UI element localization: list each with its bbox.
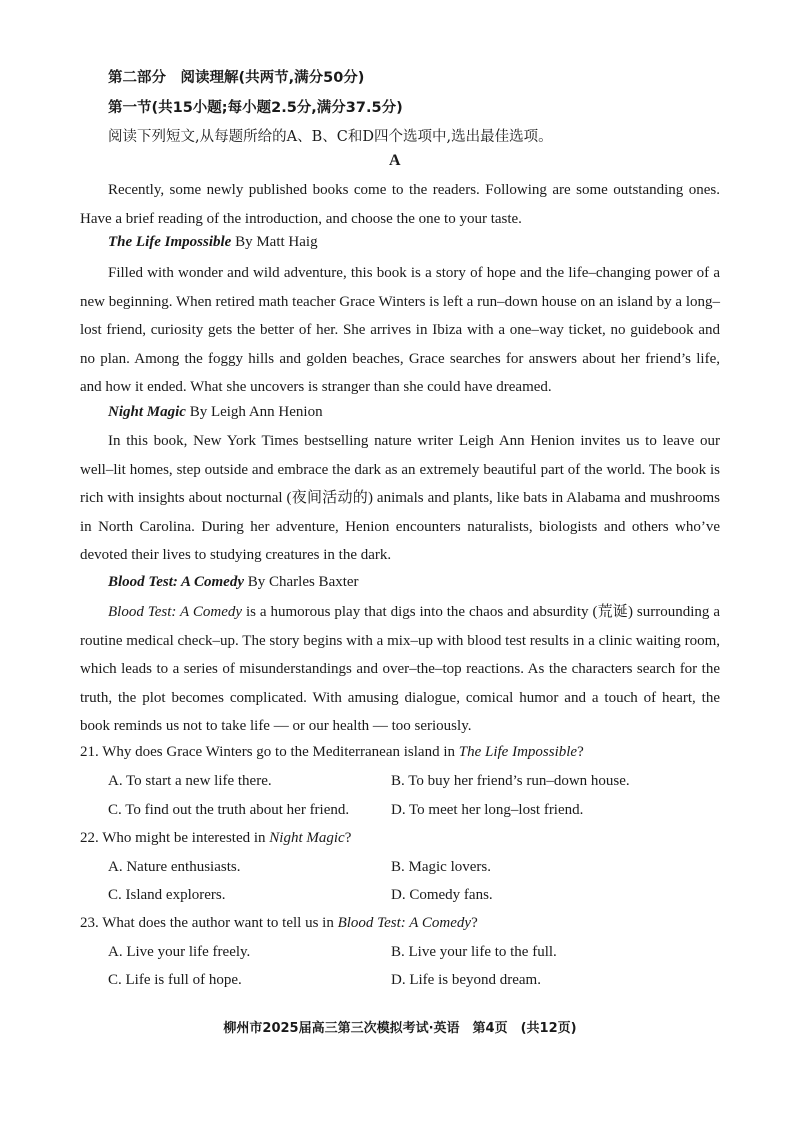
- book-title: Blood Test: A Comedy: [108, 574, 244, 590]
- page-footer: 柳州市2025届高三第三次模拟考试·英语 第4页 (共12页): [223, 1021, 577, 1036]
- option-a[interactable]: A. To start a new life there.: [108, 773, 272, 789]
- question-stem-text: 23. What does the author want to tell us in: [80, 915, 338, 931]
- question-stem-title: Blood Test: A Comedy: [337, 915, 472, 931]
- option-a[interactable]: A. Live your life freely.: [108, 944, 251, 960]
- question-stem-text: 22. Who might be interested in: [80, 830, 270, 846]
- book-description: [80, 598, 720, 741]
- part-heading: 第二部分 阅读理解(共两节,满分50分): [108, 70, 365, 86]
- instruction-text: 阅读下列短文,从每题所给的A、B、C和D四个选项中,选出最佳选项。: [108, 129, 553, 145]
- option-d[interactable]: D. Comedy fans.: [391, 887, 493, 903]
- book-author: By Leigh Ann Henion: [189, 404, 323, 420]
- question-stem: [80, 830, 351, 847]
- book-title-line: [108, 574, 359, 591]
- question-stem: [80, 915, 478, 932]
- book-title-line: [108, 234, 318, 251]
- question-stem: [80, 744, 584, 761]
- question-stem-text: 21. Why does Grace Winters go to the Mediterranean island in: [80, 744, 459, 760]
- book-author: By Charles Baxter: [247, 574, 359, 590]
- section-heading: 第一节(共15小题;每小题2.5分,满分37.5分): [108, 100, 403, 116]
- question-stem-end: ?: [577, 744, 584, 760]
- book-description-title: Blood Test: A Comedy: [108, 604, 243, 620]
- question-stem-title: The Life Impossible: [458, 744, 578, 760]
- book-title: The Life Impossible: [108, 234, 232, 250]
- option-d[interactable]: D. To meet her long–lost friend.: [391, 802, 584, 818]
- option-a[interactable]: A. Nature enthusiasts.: [108, 859, 241, 875]
- passage-intro: Recently, some newly published books come to the readers. Following are some outstanding ones. Have a brief reading of the introduction, and choose the one to your taste.: [80, 182, 720, 227]
- question-stem-title: Night Magic: [269, 830, 345, 846]
- question-stem-end: ?: [344, 830, 352, 846]
- book-title-line: [108, 404, 323, 421]
- book-description: In this book, New York Times bestselling nature writer Leigh Ann Henion invites us to leave our well–lit homes, step outside and embrace the dark as an extremely beautiful part of the world. The book is rich with insights about nocturnal (夜间活动的) animals and plants, like bats in Alabama and mushrooms in North Carolina. During her adventure, Henion encounters naturalists, biologists and others who’ve devoted their lives to studying creatures in the dark.: [80, 433, 720, 564]
- book-description-body: is a humorous play that digs into the chaos and absurdity (荒诞) surrounding a routine medical check–up. The story begins with a mix–up with blood test results in a clinic waiting room, which leads to a series of misunderstandings and over–the–top reactions. As the characters search for the truth, the plot becomes complicated. With amusing dialogue, comical humor and a touch of heart, the book reminds us not to take life — or our health — too seriously.: [80, 604, 720, 735]
- option-c[interactable]: C. To find out the truth about her friend.: [108, 802, 350, 818]
- question-stem-end: ?: [471, 915, 478, 931]
- option-c[interactable]: C. Island explorers.: [108, 887, 226, 903]
- option-c[interactable]: C. Life is full of hope.: [108, 972, 242, 988]
- option-d[interactable]: D. Life is beyond dream.: [391, 972, 541, 988]
- book-description: Filled with wonder and wild adventure, this book is a story of hope and the life–changing power of a new beginning. When retired math teacher Grace Winters is left a run–down house on an island by a long–lost friend, curiosity gets the better of her. She arrives in Ibiza with a one–way ticket, no guidebook and no plan. Among the foggy hills and golden beaches, Grace searches for answers about her friend’s life, and how it ended. What she uncovers is stranger than she could have dreamed.: [80, 265, 720, 396]
- option-b[interactable]: B. To buy her friend’s run–down house.: [391, 773, 630, 789]
- option-b[interactable]: B. Live your life to the full.: [391, 944, 557, 960]
- passage-label: A: [389, 152, 401, 169]
- book-title: Night Magic: [108, 404, 186, 420]
- option-b[interactable]: B. Magic lovers.: [391, 859, 491, 875]
- book-author: By Matt Haig: [235, 234, 318, 250]
